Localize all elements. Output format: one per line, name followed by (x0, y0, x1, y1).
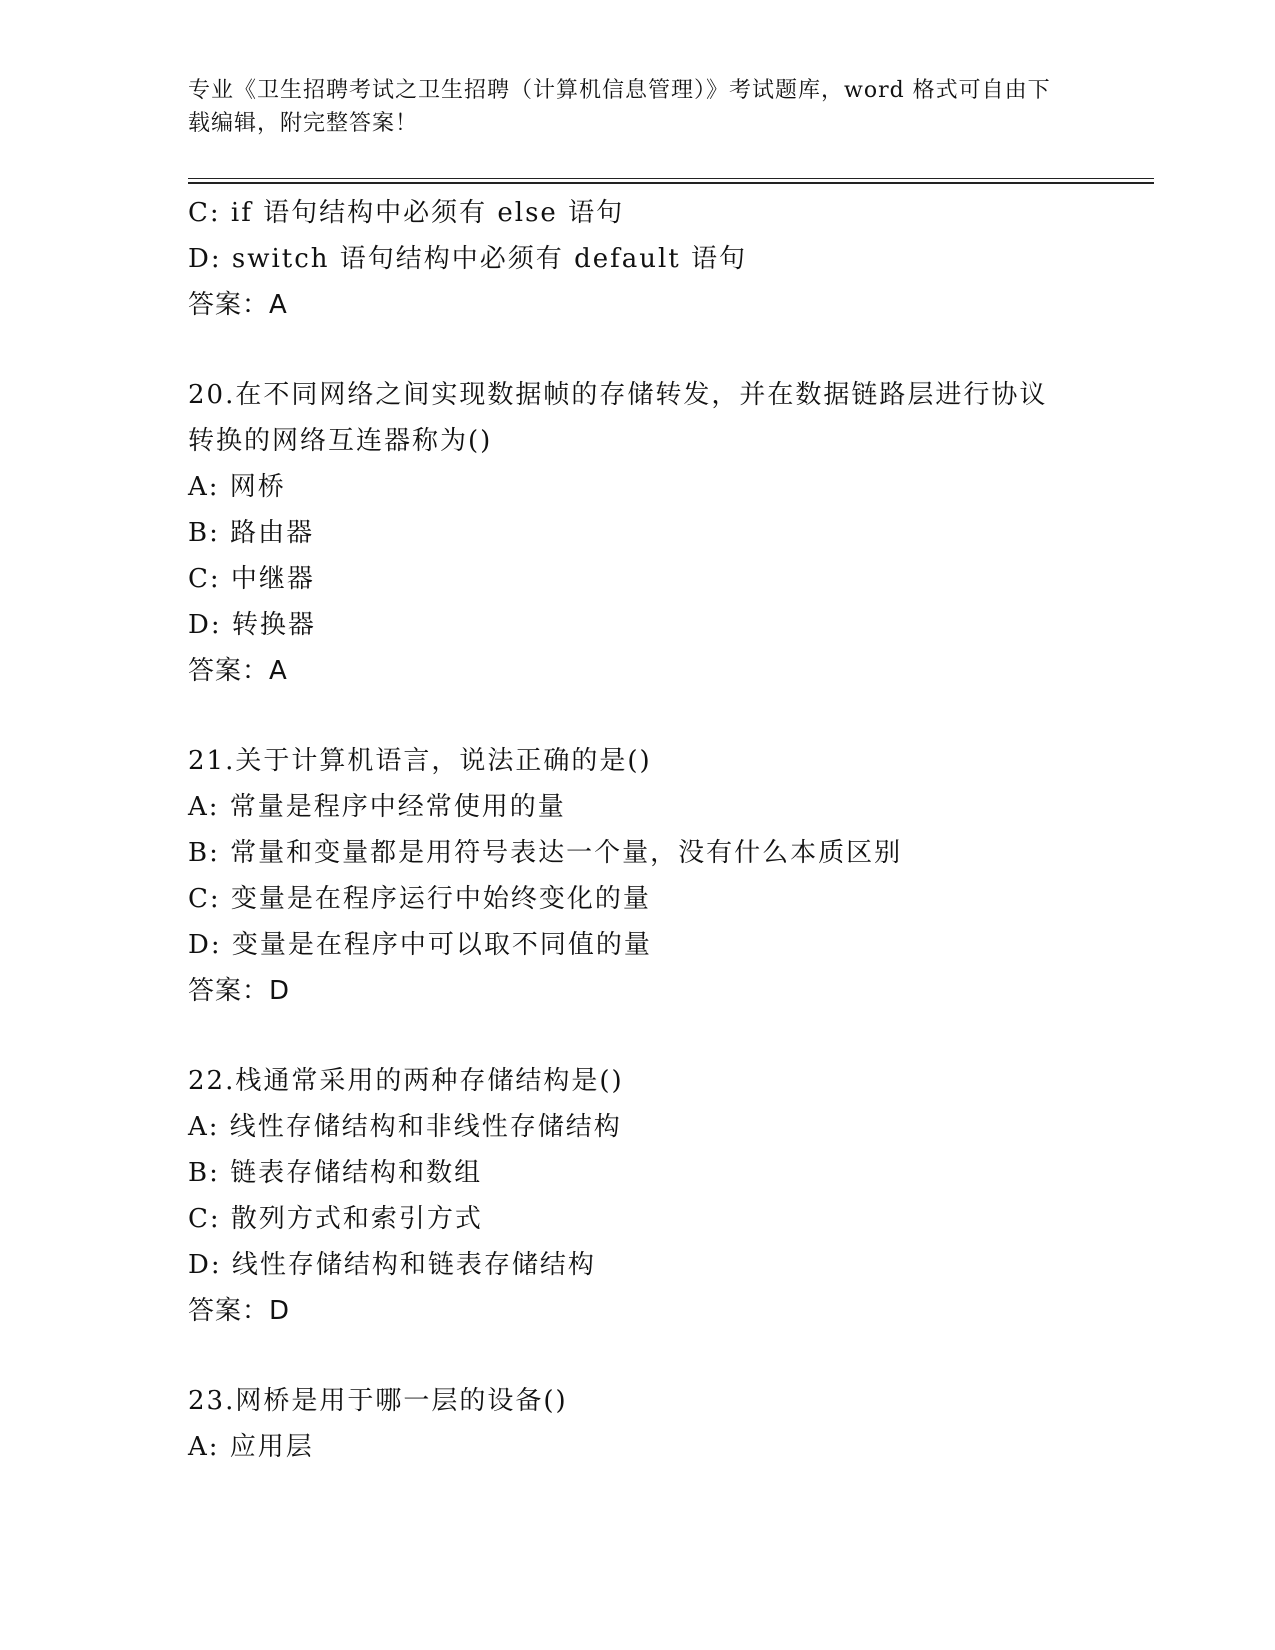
option-a: A: 线性存储结构和非线性存储结构 (188, 1112, 622, 1142)
option-c: C: 变量是在程序运行中始终变化的量 (188, 884, 651, 914)
question-20 (188, 372, 1148, 694)
option-b: B: 常量和变量都是用符号表达一个量，没有什么本质区别 (188, 838, 903, 868)
answer-line: 答案：D (188, 976, 291, 1006)
answer-line: 答案：A (188, 290, 288, 320)
option-a: A: 常量是程序中经常使用的量 (188, 792, 566, 822)
question-stem: 20.在不同网络之间实现数据帧的存储转发，并在数据链路层进行协议 (188, 380, 1048, 410)
option-d: D: 转换器 (188, 610, 316, 640)
question-22 (188, 1058, 1148, 1334)
question-stem: 转换的网络互连器称为() (188, 426, 493, 456)
option-c: C: if 语句结构中必须有 else 语句 (188, 198, 625, 228)
option-c: C: 散列方式和索引方式 (188, 1204, 483, 1234)
option-a: A: 应用层 (188, 1432, 314, 1462)
option-a: A: 网桥 (188, 472, 286, 502)
option-d: D: switch 语句结构中必须有 default 语句 (188, 244, 747, 274)
header-rule-thick (188, 182, 1154, 184)
answer-line: 答案：A (188, 656, 288, 686)
answer-line: 答案：D (188, 1296, 291, 1326)
option-c: C: 中继器 (188, 564, 315, 594)
option-d: D: 线性存储结构和链表存储结构 (188, 1250, 596, 1280)
question-21 (188, 738, 1148, 1014)
question-23 (188, 1378, 1148, 1470)
question-stem: 21.关于计算机语言，说法正确的是() (188, 746, 652, 776)
option-b: B: 路由器 (188, 518, 315, 548)
document-header: 专业《卫生招聘考试之卫生招聘（计算机信息管理）》考试题库，word 格式可自由下载编辑，附完整答案！ (188, 78, 1051, 136)
question-stem: 23.网桥是用于哪一层的设备() (188, 1386, 568, 1416)
option-d: D: 变量是在程序中可以取不同值的量 (188, 930, 652, 960)
question-19-continued (188, 190, 1148, 328)
question-stem: 22.栈通常采用的两种存储结构是() (188, 1066, 624, 1096)
header-rule-thin (188, 178, 1154, 179)
option-b: B: 链表存储结构和数组 (188, 1158, 483, 1188)
question-list (188, 190, 1148, 1470)
